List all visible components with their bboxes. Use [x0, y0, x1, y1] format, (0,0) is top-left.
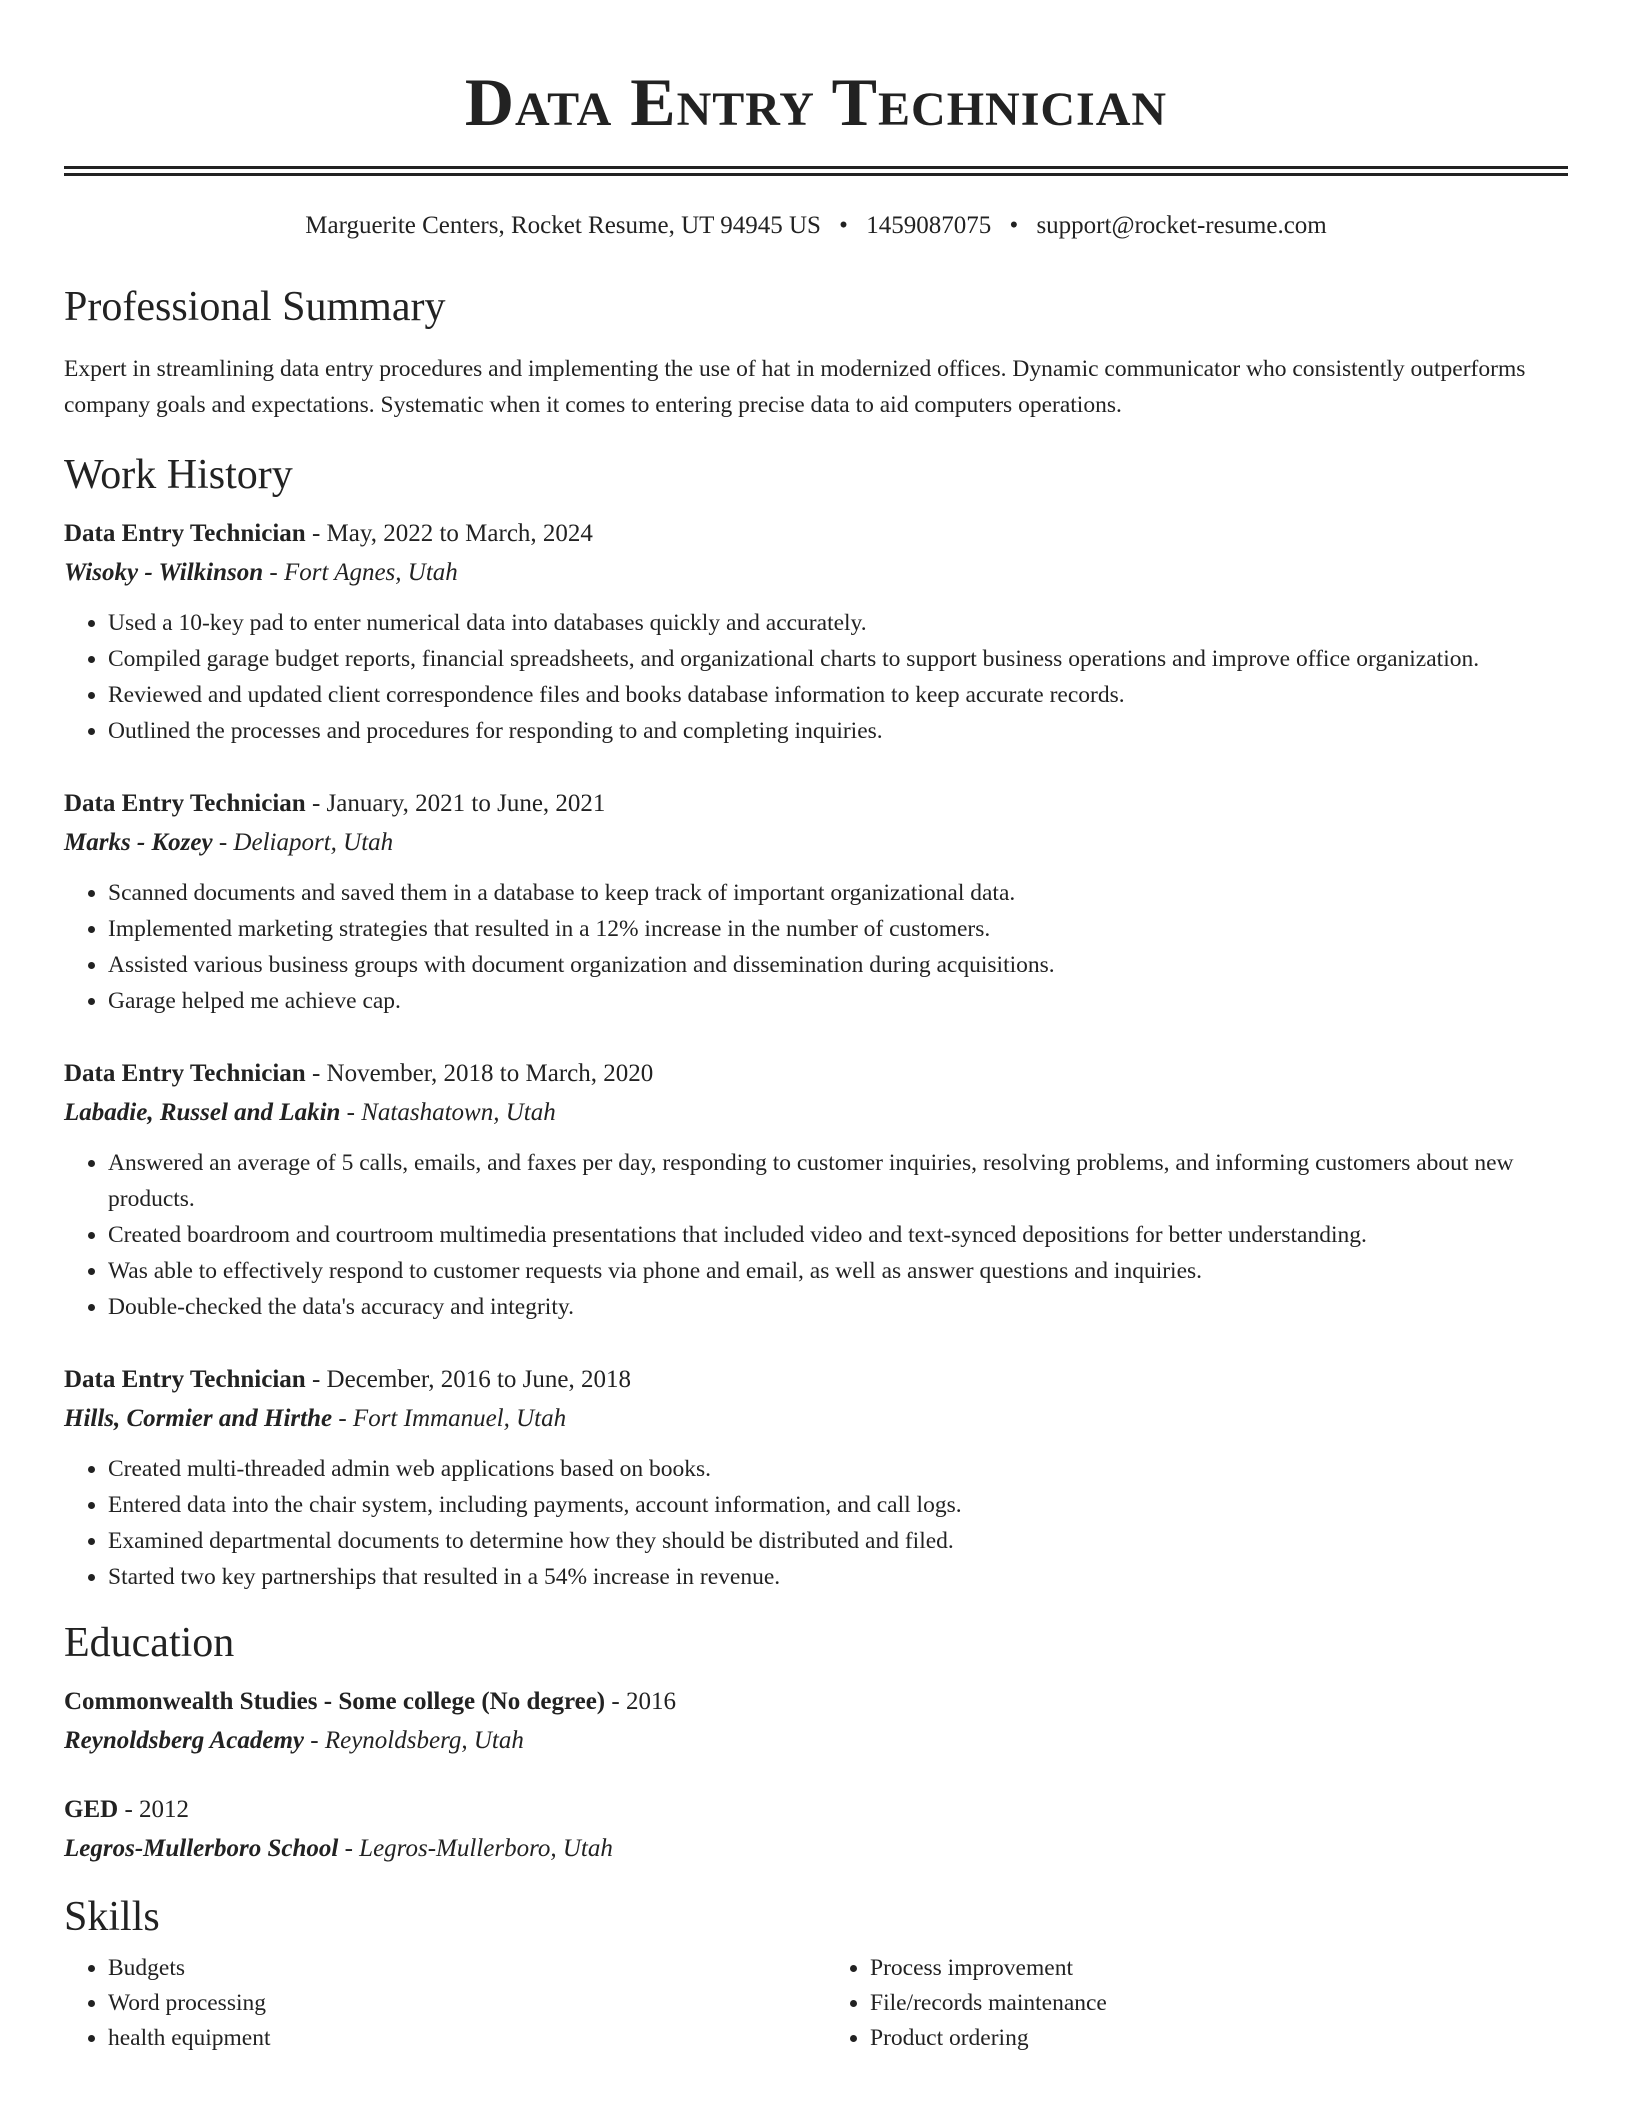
- job-bullet: • Compiled garage budget reports, financial spreadsheets, and organizational charts to support business operations and improve office organization.: [108, 641, 1568, 677]
- school-name: Legros-Mullerboro School: [64, 1835, 339, 1862]
- job-dates: - May, 2022 to March, 2024: [305, 520, 593, 547]
- job-bullet: • Examined departmental documents to determine how they should be distributed and filed.: [108, 1523, 1568, 1559]
- job-bullet: • Entered data into the chair system, including payments, account information, and call logs.: [108, 1487, 1568, 1523]
- company-line: [64, 553, 1568, 593]
- school-name: Reynoldsberg Academy: [64, 1727, 305, 1754]
- company-location: - Deliaport, Utah: [212, 829, 394, 856]
- job-bullets: [64, 1451, 1568, 1595]
- skill-item: • Word processing: [108, 1986, 806, 2021]
- contact-phone: 1459087075: [866, 212, 992, 239]
- job-bullet: • Answered an average of 5 calls, emails, and faxes per day, responding to customer inquiries, resolving problems, and informing customers about new products.: [108, 1145, 1568, 1217]
- school-line: [64, 1721, 1568, 1761]
- company-location: - Fort Agnes, Utah: [263, 559, 458, 586]
- skill-item: • Product ordering: [870, 2021, 1568, 2056]
- job-bullet: • Outlined the processes and procedures for responding to and completing inquiries.: [108, 713, 1568, 749]
- contact-email: support@rocket-resume.com: [1036, 212, 1327, 239]
- job-bullets: [64, 605, 1568, 749]
- skills-heading: Skills: [64, 1894, 160, 1940]
- job-title: Data Entry Technician: [64, 520, 306, 547]
- company-line: [64, 823, 1568, 863]
- contact-line: [64, 209, 1568, 243]
- degree-name: GED: [64, 1796, 119, 1823]
- job-bullet: • Assisted various business groups with document organization and dissemination during acquisitions.: [108, 947, 1568, 983]
- job-bullet: • Garage helped me achieve cap.: [108, 983, 1568, 1019]
- company-name: Marks - Kozey: [64, 829, 213, 856]
- job-bullet: • Scanned documents and saved them in a database to keep track of important organizational data.: [108, 875, 1568, 911]
- education-heading: Education: [64, 1620, 235, 1666]
- degree-line: [64, 1791, 1568, 1829]
- company-name: Labadie, Russel and Lakin: [64, 1099, 341, 1126]
- skill-item: • File/records maintenance: [870, 1986, 1568, 2021]
- title-double-rule: [64, 166, 1568, 176]
- resume-title: Data Entry Technician: [464, 64, 1168, 140]
- company-name: Hills, Cormier and Hirthe: [64, 1405, 333, 1432]
- company-line: [64, 1399, 1568, 1439]
- company-line: [64, 1093, 1568, 1133]
- job-bullets: [64, 1145, 1568, 1325]
- job-title: Data Entry Technician: [64, 1366, 306, 1393]
- job-bullets: [64, 875, 1568, 1019]
- education-entry: [64, 1683, 1568, 1761]
- job-entry: [64, 1055, 1568, 1325]
- company-location: - Fort Immanuel, Utah: [332, 1405, 567, 1432]
- job-entry: [64, 785, 1568, 1019]
- skill-item: • Process improvement: [870, 1951, 1568, 1986]
- skills-column-left: [64, 1951, 806, 2056]
- job-bullet: • Double-checked the data's accuracy and integrity.: [108, 1289, 1568, 1325]
- job-dates: - November, 2018 to March, 2020: [305, 1060, 654, 1087]
- summary-heading: Professional Summary: [64, 284, 446, 330]
- job-bullet: • Used a 10-key pad to enter numerical data into databases quickly and accurately.: [108, 605, 1568, 641]
- skill-item: • Budgets: [108, 1951, 806, 1986]
- job-dates: - December, 2016 to June, 2018: [305, 1366, 632, 1393]
- company-location: - Natashatown, Utah: [340, 1099, 556, 1126]
- work-history-heading: Work History: [64, 452, 293, 498]
- job-title-line: [64, 785, 1568, 823]
- contact-separator: •: [1009, 212, 1019, 239]
- job-bullet: • Reviewed and updated client correspondence files and books database information to keep accurate records.: [108, 677, 1568, 713]
- degree-year: - 2016: [605, 1688, 676, 1715]
- job-title: Data Entry Technician: [64, 1060, 306, 1087]
- skills-column-right: [826, 1951, 1568, 2056]
- contact-address: Marguerite Centers, Rocket Resume, UT 94945 US: [305, 212, 821, 239]
- resume-page: [64, 0, 1568, 2056]
- education-entry: [64, 1791, 1568, 1869]
- degree-name: Commonwealth Studies - Some college (No degree): [64, 1688, 606, 1715]
- contact-separator: •: [839, 212, 848, 239]
- degree-line: [64, 1683, 1568, 1721]
- skill-item: • health equipment: [108, 2021, 806, 2056]
- job-entry: [64, 515, 1568, 749]
- company-name: Wisoky - Wilkinson: [64, 559, 264, 586]
- job-dates: - January, 2021 to June, 2021: [305, 790, 606, 817]
- job-bullet: • Created multi-threaded admin web applications based on books.: [108, 1451, 1568, 1487]
- job-title-line: [64, 1055, 1568, 1093]
- job-title: Data Entry Technician: [64, 790, 306, 817]
- job-bullet: • Was able to effectively respond to customer requests via phone and email, as well as answer questions and inquiries.: [108, 1253, 1568, 1289]
- school-location: - Reynoldsberg, Utah: [304, 1727, 524, 1754]
- job-bullet: • Implemented marketing strategies that resulted in a 12% increase in the number of customers.: [108, 911, 1568, 947]
- degree-year: - 2012: [118, 1796, 190, 1823]
- job-title-line: [64, 515, 1568, 553]
- skills-list: [64, 1951, 1568, 2056]
- job-entry: [64, 1361, 1568, 1595]
- job-bullet: • Started two key partnerships that resulted in a 54% increase in revenue.: [108, 1559, 1568, 1595]
- school-line: [64, 1829, 1568, 1869]
- summary-text: Expert in streamlining data entry procedures and implementing the use of hat in modernized offices. Dynamic communicator who consistently outperforms company goals and expectations. Systematic when it comes to entering precise data to aid computers operations.: [64, 356, 1526, 418]
- job-title-line: [64, 1361, 1568, 1399]
- job-bullet: • Created boardroom and courtroom multimedia presentations that included video and text-synced depositions for better understanding.: [108, 1217, 1568, 1253]
- school-location: - Legros-Mullerboro, Utah: [338, 1835, 613, 1862]
